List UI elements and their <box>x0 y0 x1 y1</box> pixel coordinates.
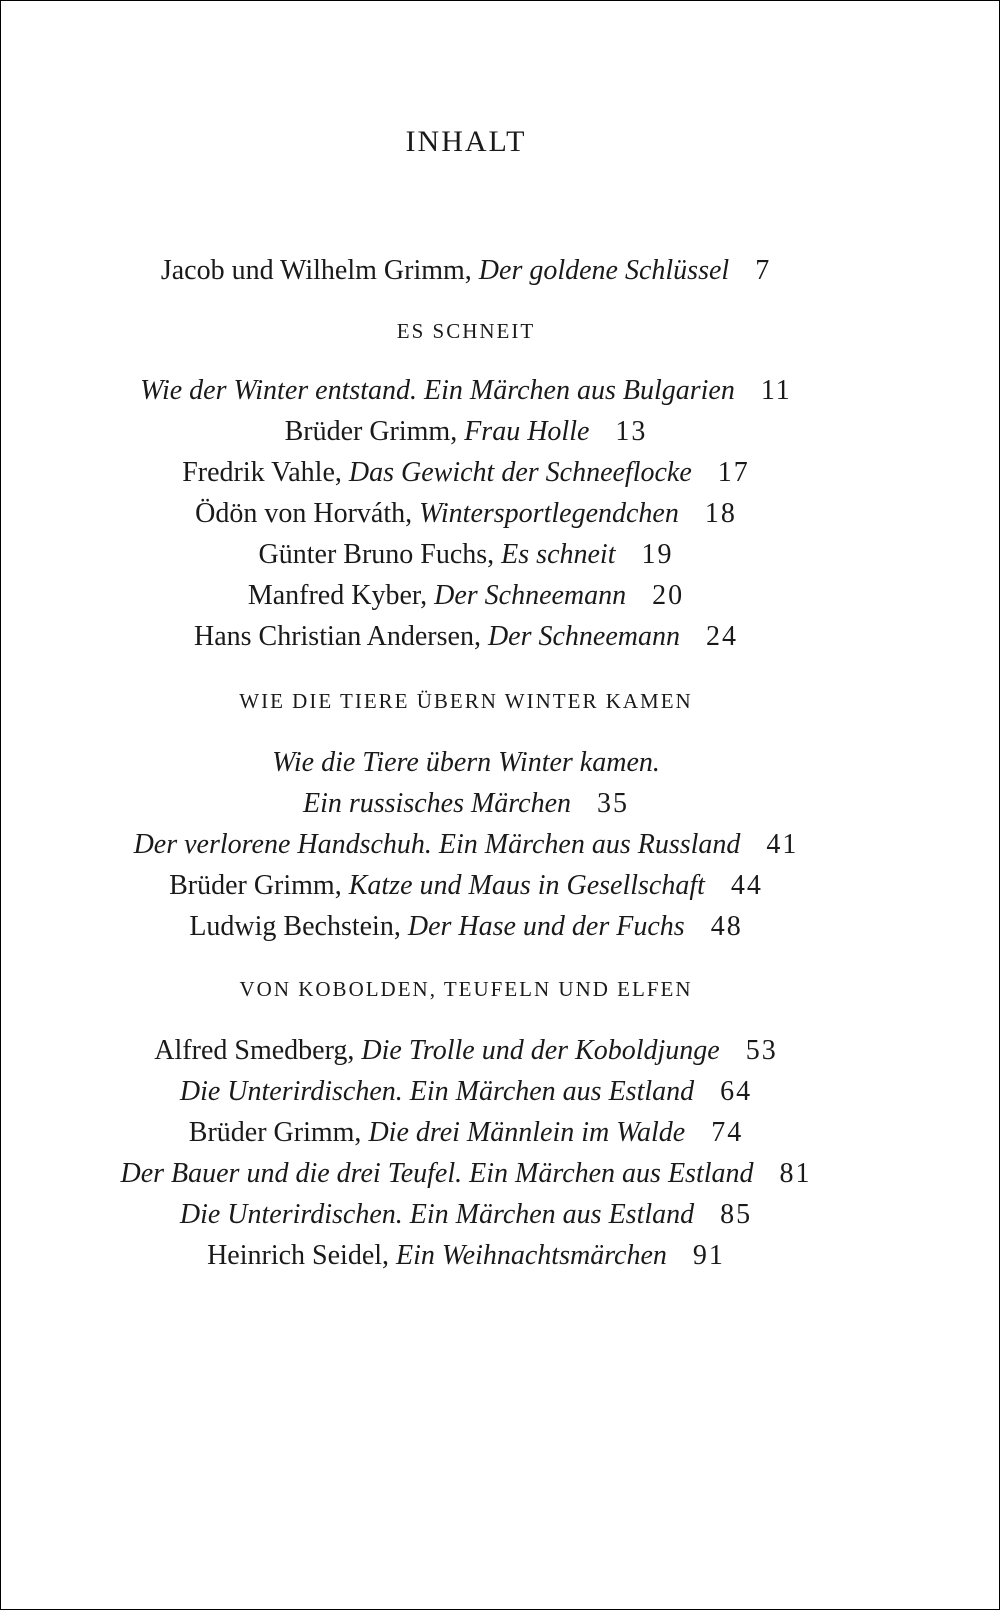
entry-author: Alfred Smedberg, <box>154 1035 362 1066</box>
toc-entry <box>1 535 931 575</box>
entry-work: Der Hase und der Fuchs <box>407 911 685 942</box>
toc-entry <box>1 412 931 452</box>
entry-page: 81 <box>779 1158 812 1189</box>
entry-work: Katze und Maus in Gesellschaft <box>348 870 705 901</box>
entry-page: 35 <box>597 788 630 819</box>
toc-entry <box>1 866 931 906</box>
entry-page: 19 <box>641 539 674 570</box>
entry-page: 17 <box>717 457 750 488</box>
entry-work: Ein Weihnachtsmärchen <box>396 1240 667 1271</box>
entry-author: Ödön von Horváth, <box>195 498 420 529</box>
entry-page: 91 <box>692 1240 725 1271</box>
toc-entry <box>1 1031 931 1071</box>
entry-work: Es schneit <box>501 539 616 570</box>
section-heading: WIE DIE TIERE ÜBERN WINTER KAMEN <box>239 689 693 713</box>
toc-entry <box>1 1113 931 1153</box>
entry-work: Wie die Tiere übern Winter kamen. <box>272 747 660 778</box>
entry-author: Hans Christian Andersen, <box>193 621 488 652</box>
toc-entry <box>1 617 931 657</box>
entry-author: Jacob und Wilhelm Grimm, <box>160 255 479 286</box>
entry-work: Der Schneemann <box>434 580 627 611</box>
entry-author: Manfred Kyber, <box>247 580 435 611</box>
entry-work: Der Schneemann <box>487 621 681 652</box>
entry-work: Wie der Winter entstand. Ein Märchen aus Bulgarien <box>140 375 735 406</box>
entry-author: Ludwig Bechstein, <box>189 911 408 942</box>
entry-page: 74 <box>711 1117 744 1148</box>
entry-work: Die drei Männlein im Walde <box>368 1117 686 1148</box>
entry-work: Frau Holle <box>464 416 590 447</box>
entry-work: Wintersportlegendchen <box>419 498 679 529</box>
toc-entry-intro <box>1 251 931 291</box>
entry-author: Fredrik Vahle, <box>182 457 349 488</box>
entry-author: Brüder Grimm, <box>188 1117 369 1148</box>
entry-work: Ein russisches Märchen <box>302 788 572 819</box>
entry-work: Der verlorene Handschuh. Ein Märchen aus Russland <box>133 829 741 860</box>
entry-page: 48 <box>710 911 743 942</box>
entry-work: Die Unterirdischen. Ein Märchen aus Estland <box>179 1199 695 1230</box>
toc-entry <box>1 1154 931 1194</box>
entry-work: Die Unterirdischen. Ein Märchen aus Estland <box>179 1076 695 1107</box>
entry-author: Brüder Grimm, <box>169 870 349 901</box>
toc-entry <box>1 825 931 865</box>
toc-entry <box>1 1072 931 1112</box>
toc-entry <box>1 494 931 534</box>
entry-page: 24 <box>706 621 739 652</box>
toc-entry <box>1 784 931 824</box>
entry-page: 7 <box>755 255 772 286</box>
entry-work: Der Bauer und die drei Teufel. Ein Märchen aus Estland <box>120 1158 754 1189</box>
entry-author: Günter Bruno Fuchs, <box>258 539 502 570</box>
toc-entry <box>1 743 931 783</box>
entry-page: 64 <box>720 1076 753 1107</box>
toc-entry <box>1 1236 931 1276</box>
entry-work: Das Gewicht der Schneeflocke <box>348 457 692 488</box>
entry-author: Heinrich Seidel, <box>207 1240 397 1271</box>
entry-page: 41 <box>766 829 799 860</box>
entry-page: 11 <box>760 375 792 406</box>
toc-entry <box>1 576 931 616</box>
section-heading: VON KOBOLDEN, TEUFELN UND ELFEN <box>239 977 693 1001</box>
entry-page: 20 <box>652 580 685 611</box>
entry-page: 44 <box>730 870 763 901</box>
entry-page: 13 <box>615 416 648 447</box>
entry-page: 18 <box>704 498 737 529</box>
section-heading: ES SCHNEIT <box>396 319 536 343</box>
toc-entry <box>1 1195 931 1235</box>
page-title: INHALT <box>405 125 527 158</box>
toc-entry <box>1 453 931 493</box>
entry-work: Die Trolle und der Koboldjunge <box>361 1035 720 1066</box>
entry-work: Der goldene Schlüssel <box>478 255 730 286</box>
entry-page: 53 <box>745 1035 778 1066</box>
entry-page: 85 <box>720 1199 753 1230</box>
toc-entry <box>1 371 931 411</box>
entry-author: Brüder Grimm, <box>284 416 465 447</box>
toc-entry <box>1 907 931 947</box>
